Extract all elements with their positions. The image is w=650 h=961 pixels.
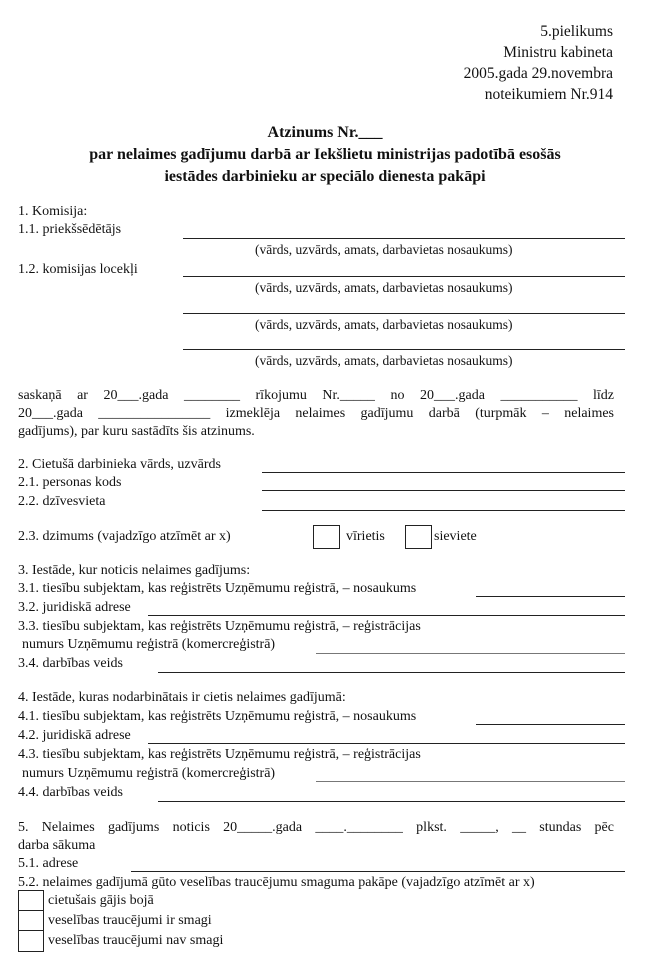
s4-name-field[interactable]	[476, 724, 625, 725]
member2-caption: (vārds, uzvārds, amats, darbavietas nosaukums)	[255, 317, 513, 332]
s3-reg-label-line2: numurs Uzņēmumu reģistrā (komercreģistrā)	[22, 637, 276, 652]
issuer: Ministru kabineta	[503, 44, 613, 61]
member1-caption: (vārds, uzvārds, amats, darbavietas nosaukums)	[255, 280, 513, 295]
severity-serious-label: veselības traucējumi ir smagi	[48, 913, 212, 928]
severity-death-label: cietušais gājis bojā	[48, 893, 154, 908]
s4-name-label: 4.1. tiesību subjektam, kas reģistrēts Uzņēmumu reģistrā, – nosaukums	[18, 709, 417, 724]
basis-line1: saskaņā ar 20___.gada ________ rīkojumu Nr._____ no 20___.gada ___________ līdz	[18, 388, 614, 403]
s3-activity-label: 3.4. darbības veids	[18, 656, 123, 671]
severity-minor-checkbox[interactable]	[18, 930, 44, 952]
male-checkbox[interactable]	[313, 525, 340, 549]
member1-field[interactable]	[183, 276, 625, 277]
s3-address-field[interactable]	[148, 615, 625, 616]
s4-reg-label-line2: numurs Uzņēmumu reģistrā (komercreģistrā)	[22, 766, 276, 781]
incident-time-line1: 5. Nelaimes gadījums noticis 20_____.gada ____.________ plkst. _____, __ stundas pēc	[18, 820, 614, 835]
section1-heading: 1. Komisija:	[18, 204, 88, 219]
s4-address-label: 4.2. juridiskā adrese	[18, 728, 131, 743]
s3-reg-field[interactable]	[316, 653, 625, 654]
section4-heading: 4. Iestāde, kuras nodarbinātais ir cietis nelaimes gadījumā:	[18, 690, 346, 705]
personal-code-field[interactable]	[262, 490, 625, 491]
s3-address-label: 3.2. juridiskā adrese	[18, 600, 131, 615]
victim-name-label: 2. Cietušā darbinieka vārds, uzvārds	[18, 457, 221, 472]
residence-field[interactable]	[262, 510, 625, 511]
annex-number: 5.pielikums	[540, 23, 613, 40]
chair-label: 1.1. priekšsēdētājs	[18, 222, 122, 237]
s4-reg-field[interactable]	[316, 781, 625, 782]
document-subtitle-line2: iestādes darbinieku ar speciālo dienesta pakāpi	[164, 168, 486, 185]
member3-field[interactable]	[183, 349, 625, 350]
male-label: vīrietis	[346, 529, 385, 544]
chair-caption: (vārds, uzvārds, amats, darbavietas nosaukums)	[255, 242, 513, 257]
members-label: 1.2. komisijas locekļi	[18, 262, 138, 277]
incident-time-line2: darba sākuma	[18, 838, 96, 853]
gender-label: 2.3. dzimums (vajadzīgo atzīmēt ar x)	[18, 529, 231, 544]
document-title: Atzinums Nr.___	[267, 124, 383, 141]
residence-label: 2.2. dzīvesvieta	[18, 494, 106, 509]
severity-minor-label: veselības traucējumi nav smagi	[48, 933, 224, 948]
s4-reg-label-line1: 4.3. tiesību subjektam, kas reģistrēts Uzņēmumu reģistrā, – reģistrācijas	[18, 747, 421, 762]
regulation-date: 2005.gada 29.novembra	[463, 65, 613, 82]
member2-field[interactable]	[183, 313, 625, 314]
s3-reg-label-line1: 3.3. tiesību subjektam, kas reģistrēts Uzņēmumu reģistrā, – reģistrācijas	[18, 619, 421, 634]
s5-address-label: 5.1. adrese	[18, 856, 79, 871]
severity-label: 5.2. nelaimes gadījumā gūto veselības traucējumu smaguma pakāpe (vajadzīgo atzīmēt ar x)	[18, 875, 535, 890]
severity-death-checkbox[interactable]	[18, 890, 44, 912]
personal-code-label: 2.1. personas kods	[18, 475, 122, 490]
member3-caption: (vārds, uzvārds, amats, darbavietas nosaukums)	[255, 353, 513, 368]
regulation-number: noteikumiem Nr.914	[484, 86, 613, 103]
basis-line2: 20___.gada ________________ izmeklēja nelaimes gadījumu darbā (turpmāk – nelaimes	[18, 406, 614, 421]
female-checkbox[interactable]	[405, 525, 432, 549]
s3-name-field[interactable]	[476, 596, 625, 597]
female-label: sieviete	[434, 529, 477, 544]
s4-activity-label: 4.4. darbības veids	[18, 785, 123, 800]
chair-field[interactable]	[183, 238, 625, 239]
severity-serious-checkbox[interactable]	[18, 910, 44, 932]
basis-line3: gadījums), par kuru sastādīts šis atzinums.	[18, 424, 255, 439]
s3-activity-field[interactable]	[158, 672, 625, 673]
s3-name-label: 3.1. tiesību subjektam, kas reģistrēts Uzņēmumu reģistrā, – nosaukums	[18, 581, 417, 596]
s4-activity-field[interactable]	[158, 801, 625, 802]
s4-address-field[interactable]	[148, 743, 625, 744]
section3-heading: 3. Iestāde, kur noticis nelaimes gadījums:	[18, 563, 251, 578]
victim-name-field[interactable]	[262, 472, 625, 473]
s5-address-field[interactable]	[131, 871, 625, 872]
document-subtitle-line1: par nelaimes gadījumu darbā ar Iekšlietu ministrijas padotībā esošās	[89, 146, 561, 163]
